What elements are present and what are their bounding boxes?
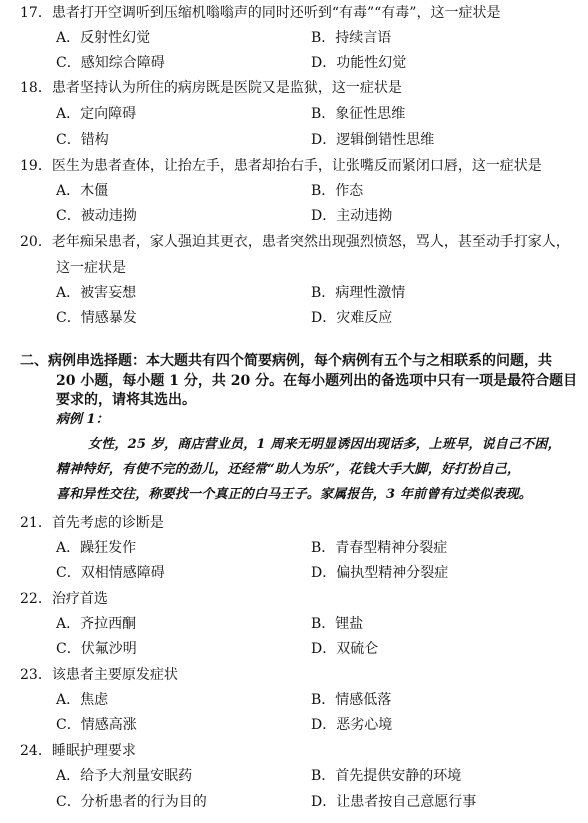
question-20-stem: 20．老年痴呆患者，家人强迫其更衣，患者突然出现强烈愤怒，骂人，甚至动手打家人， — [20, 234, 570, 250]
question-21-option-c: C．双相情感障碍 — [56, 565, 165, 581]
case-1-text-line-3: 喜和异性交往，称要找一个真正的白马王子。家属报告，3 年前曾有过类似表现。 — [56, 487, 532, 502]
question-21-option-d: D．偏执型精神分裂症 — [311, 565, 449, 581]
question-24-stem: 24．睡眠护理要求 — [20, 743, 136, 759]
question-23-stem: 23．该患者主要原发症状 — [20, 667, 178, 683]
question-20-option-b: B．病理性激情 — [311, 285, 406, 301]
question-23-option-a: A．焦虑 — [56, 692, 109, 708]
section-2-title: 二、病例串选择题：本大题共有四个简要病例，每个病例有五个与之相联系的问题，共 — [20, 353, 552, 369]
question-20-option-a: A．被害妄想 — [56, 285, 137, 301]
case-1-text-line-1: 女性，25 岁，商店营业员，1 周来无明显诱因出现话多，上班早，说自己不困， — [88, 437, 561, 452]
section-2-title-line-2: 20 小题，每小题 1 分，共 20 分。在每小题列出的备选项中只有一项是最符合题目 — [56, 373, 578, 389]
question-22-option-a: A．齐拉西酮 — [56, 616, 137, 632]
question-18-option-c: C．错构 — [56, 132, 109, 148]
question-18-stem: 18．患者坚持认为所住的病房既是医院又是监狱，这一症状是 — [20, 80, 402, 96]
question-22-option-b: B．锂盐 — [311, 616, 364, 632]
question-19-option-a: A．木僵 — [56, 183, 109, 199]
question-24-option-c: C．分析患者的行为目的 — [56, 794, 207, 810]
question-17-option-d: D．功能性幻觉 — [311, 55, 407, 71]
question-20-stem-continued: 这一症状是 — [56, 260, 126, 276]
question-20-option-c: C．情感暴发 — [56, 310, 137, 326]
question-18-option-d: D．逻辑倒错性思维 — [311, 132, 435, 148]
question-22-option-d: D．双硫仑 — [311, 641, 379, 657]
question-19-option-d: D．主动违拗 — [311, 208, 393, 224]
question-17-option-a: A．反射性幻觉 — [56, 30, 151, 46]
question-23-option-b: B．情感低落 — [311, 692, 392, 708]
question-18-option-a: A．定向障碍 — [56, 106, 137, 122]
question-17-option-c: C．感知综合障碍 — [56, 55, 165, 71]
question-24-option-d: D．让患者按自己意愿行事 — [311, 794, 477, 810]
question-21-option-a: A．躁狂发作 — [56, 540, 137, 556]
question-17-stem: 17．患者打开空调听到压缩机嗡嗡声的同时还听到“有毒”“有毒”，这一症状是 — [20, 5, 501, 21]
question-22-option-c: C．伏氟沙明 — [56, 641, 137, 657]
case-1-label: 病例 1： — [56, 412, 109, 427]
question-24-option-a: A．给予大剂量安眠药 — [56, 768, 193, 784]
question-21-stem: 21．首先考虑的诊断是 — [20, 515, 164, 531]
case-1-text-line-2: 精神特好，有使不完的劲儿，还经常“助人为乐”，花钱大手大脚，好打扮自己， — [56, 462, 521, 477]
question-22-stem: 22．治疗首选 — [20, 591, 108, 607]
question-20-option-d: D．灾难反应 — [311, 310, 393, 326]
question-23-option-d: D．恶劣心境 — [311, 717, 393, 733]
question-19-option-c: C．被动违拗 — [56, 208, 137, 224]
section-2-title-line-3: 要求的，请将其选出。 — [56, 392, 196, 408]
question-19-stem: 19．医生为患者查体，让抬左手，患者却抬右手，让张嘴反而紧闭口唇，这一症状是 — [20, 158, 542, 174]
question-18-option-b: B．象征性思维 — [311, 106, 406, 122]
question-23-option-c: C．情感高涨 — [56, 717, 137, 733]
question-19-option-b: B．作态 — [311, 183, 364, 199]
question-24-option-b: B．首先提供安静的环境 — [311, 768, 462, 784]
question-17-option-b: B．持续言语 — [311, 30, 392, 46]
question-21-option-b: B．青春型精神分裂症 — [311, 540, 448, 556]
